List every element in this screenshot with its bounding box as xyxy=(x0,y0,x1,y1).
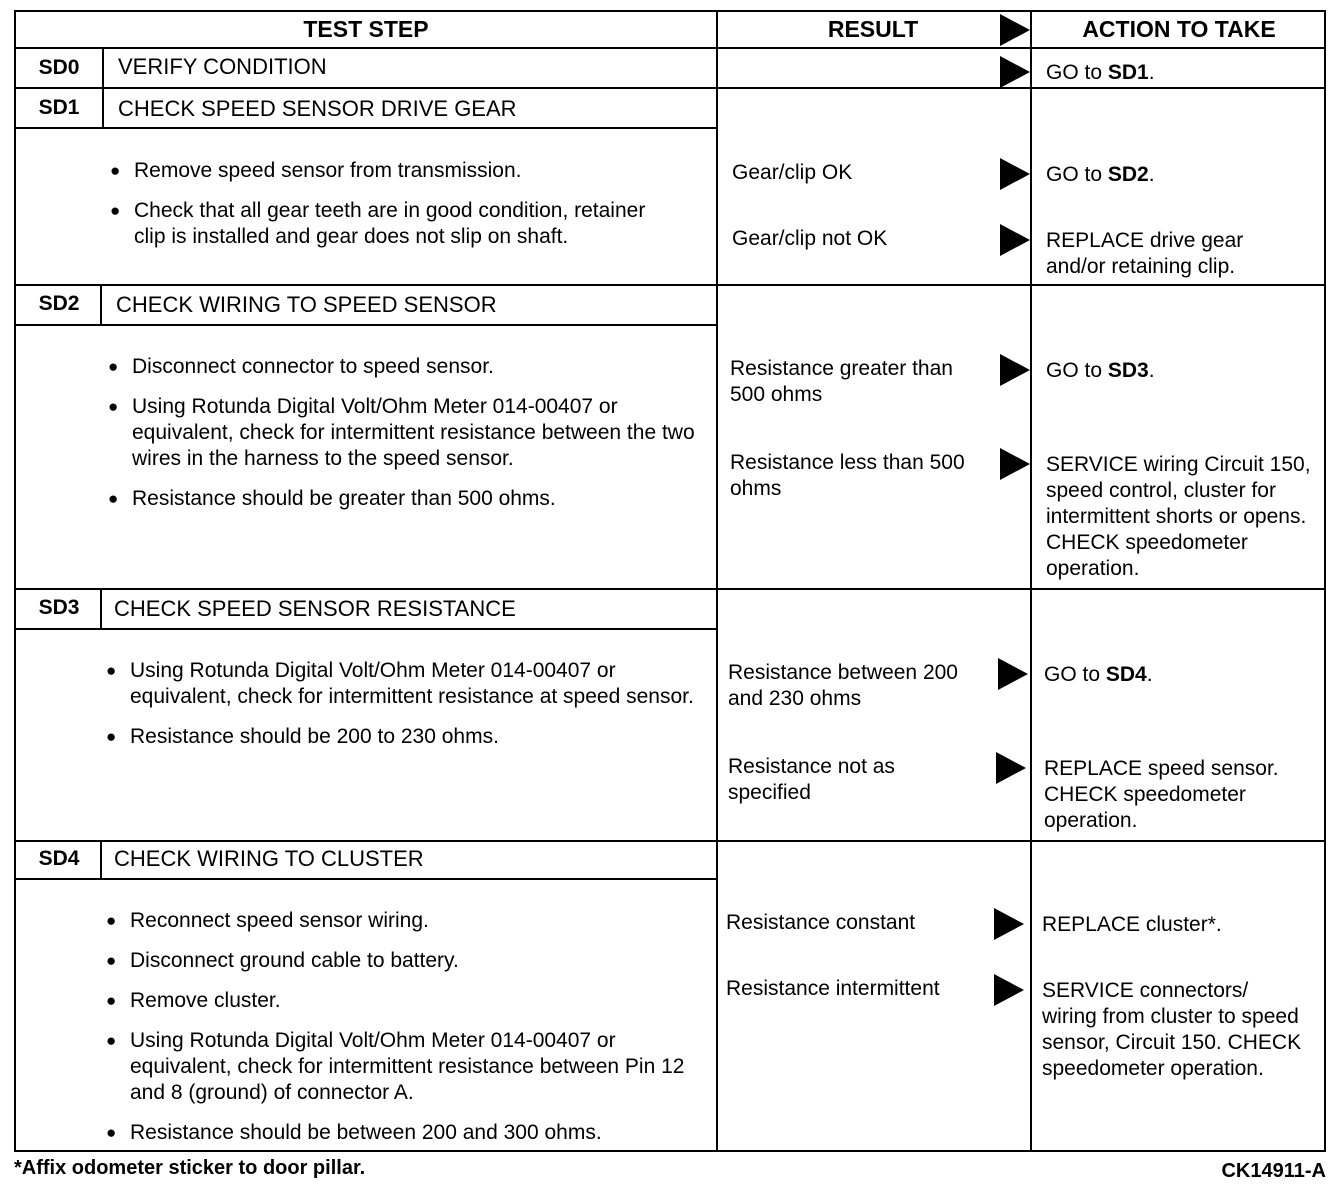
bullet-list-sd3 xyxy=(106,658,706,764)
action-sd3-b: REPLACE speed sensor. CHECK speedometer operation. xyxy=(1044,757,1279,832)
arrow-icon xyxy=(1000,158,1030,190)
step-title-sd1: CHECK SPEED SENSOR DRIVE GEAR xyxy=(118,96,517,121)
arrow-icon xyxy=(998,658,1028,690)
result-sd4-a: Resistance constant xyxy=(726,911,916,934)
arrow-icon xyxy=(994,974,1024,1006)
footnote: *Affix odometer sticker to door pillar. xyxy=(14,1157,366,1179)
arrow-icon xyxy=(1000,354,1030,386)
header-divider xyxy=(16,47,1326,49)
list-item: ● Remove speed sensor from transmission. xyxy=(110,158,670,184)
code-divider xyxy=(100,286,102,324)
list-item: ● Resistance should be greater than 500 ohms. xyxy=(108,486,708,512)
code-divider xyxy=(100,590,102,628)
arrow-icon xyxy=(1000,224,1030,256)
row-divider xyxy=(16,284,1326,286)
list-item: ● Reconnect speed sensor wiring. xyxy=(106,908,706,934)
step-title-sd4: CHECK WIRING TO CLUSTER xyxy=(114,846,424,871)
result-sd3-b: Resistance not as specified xyxy=(728,755,895,804)
step-title-sd2: CHECK WIRING TO SPEED SENSOR xyxy=(116,292,497,317)
figure-id: CK14911-A xyxy=(1221,1160,1326,1182)
result-sd1-a: Gear/clip OK xyxy=(732,161,853,184)
bullet-list-sd2 xyxy=(108,354,708,526)
header-test-step: TEST STEP xyxy=(303,16,429,42)
result-sd2-a: Resistance greater than 500 ohms xyxy=(730,357,953,406)
header-result: RESULT xyxy=(827,16,919,42)
list-item: ● Disconnect ground cable to battery. xyxy=(106,948,706,974)
code-divider xyxy=(102,89,104,127)
list-item: ● Resistance should be 200 to 230 ohms. xyxy=(106,724,706,750)
result-sd1-b: Gear/clip not OK xyxy=(732,227,888,250)
column-divider xyxy=(716,12,718,1152)
action-sd0: GO to SD1. xyxy=(1046,61,1155,84)
list-item: ● Resistance should be between 200 and 300 ohms. xyxy=(106,1120,706,1146)
list-item: ● Using Rotunda Digital Volt/Ohm Meter 014-00407 or equivalent, check for intermittent resistance between the two wires in the harness to the speed sensor. xyxy=(108,394,708,472)
step-code-sd0: SD0 xyxy=(38,56,80,79)
list-item: ● Disconnect connector to speed sensor. xyxy=(108,354,708,380)
action-sd1-b: REPLACE drive gear and/or retaining clip. xyxy=(1046,229,1244,278)
title-divider xyxy=(16,878,716,880)
step-code-sd4: SD4 xyxy=(38,847,80,870)
title-divider xyxy=(16,324,716,326)
list-item: ● Using Rotunda Digital Volt/Ohm Meter 014-00407 or equivalent, check for intermittent resistance at speed sensor. xyxy=(106,658,706,710)
bullet-list-sd4 xyxy=(106,908,706,1160)
column-divider xyxy=(1030,12,1032,1152)
title-divider xyxy=(16,127,716,129)
result-sd2-b: Resistance less than 500 ohms xyxy=(730,451,965,500)
arrow-icon xyxy=(1000,14,1030,46)
list-item: ● Using Rotunda Digital Volt/Ohm Meter 014-00407 or equivalent, check for intermittent resistance between Pin 12 and 8 (ground) of connector A. xyxy=(106,1028,706,1106)
arrow-icon xyxy=(994,908,1024,940)
arrow-icon xyxy=(996,752,1026,784)
bullet-list-sd1 xyxy=(110,158,670,264)
title-divider xyxy=(16,628,716,630)
list-item: ● Check that all gear teeth are in good condition, retainer clip is installed and gear does not slip on shaft. xyxy=(110,198,670,250)
step-title-sd0: VERIFY CONDITION xyxy=(118,54,327,79)
arrow-icon xyxy=(1000,56,1030,88)
row-divider xyxy=(16,87,1326,89)
action-sd2-a: GO to SD3. xyxy=(1046,359,1155,382)
code-divider xyxy=(100,842,102,880)
step-code-sd1: SD1 xyxy=(38,96,80,119)
action-sd2-b: SERVICE wiring Circuit 150, speed control, cluster for intermittent shorts or opens. CHECK speedometer operation. xyxy=(1046,453,1311,580)
step-title-sd3: CHECK SPEED SENSOR RESISTANCE xyxy=(114,596,516,621)
code-divider xyxy=(102,49,104,87)
action-sd3-a: GO to SD4. xyxy=(1044,663,1153,686)
diagnostic-table xyxy=(14,10,1326,1152)
action-sd4-b: SERVICE connectors/ wiring from cluster to speed sensor, Circuit 150. CHECK speedometer operation. xyxy=(1042,979,1302,1080)
result-sd3-a: Resistance between 200 and 230 ohms xyxy=(728,661,958,710)
step-code-sd3: SD3 xyxy=(38,596,80,619)
header-action: ACTION TO TAKE xyxy=(1082,16,1276,42)
step-code-sd2: SD2 xyxy=(38,292,80,315)
arrow-icon xyxy=(1000,448,1030,480)
list-item: ● Remove cluster. xyxy=(106,988,706,1014)
row-divider xyxy=(16,588,1326,590)
action-sd1-a: GO to SD2. xyxy=(1046,163,1155,186)
row-divider xyxy=(16,840,1326,842)
action-sd4-a: REPLACE cluster*. xyxy=(1042,913,1222,936)
result-sd4-b: Resistance intermittent xyxy=(726,977,940,1000)
